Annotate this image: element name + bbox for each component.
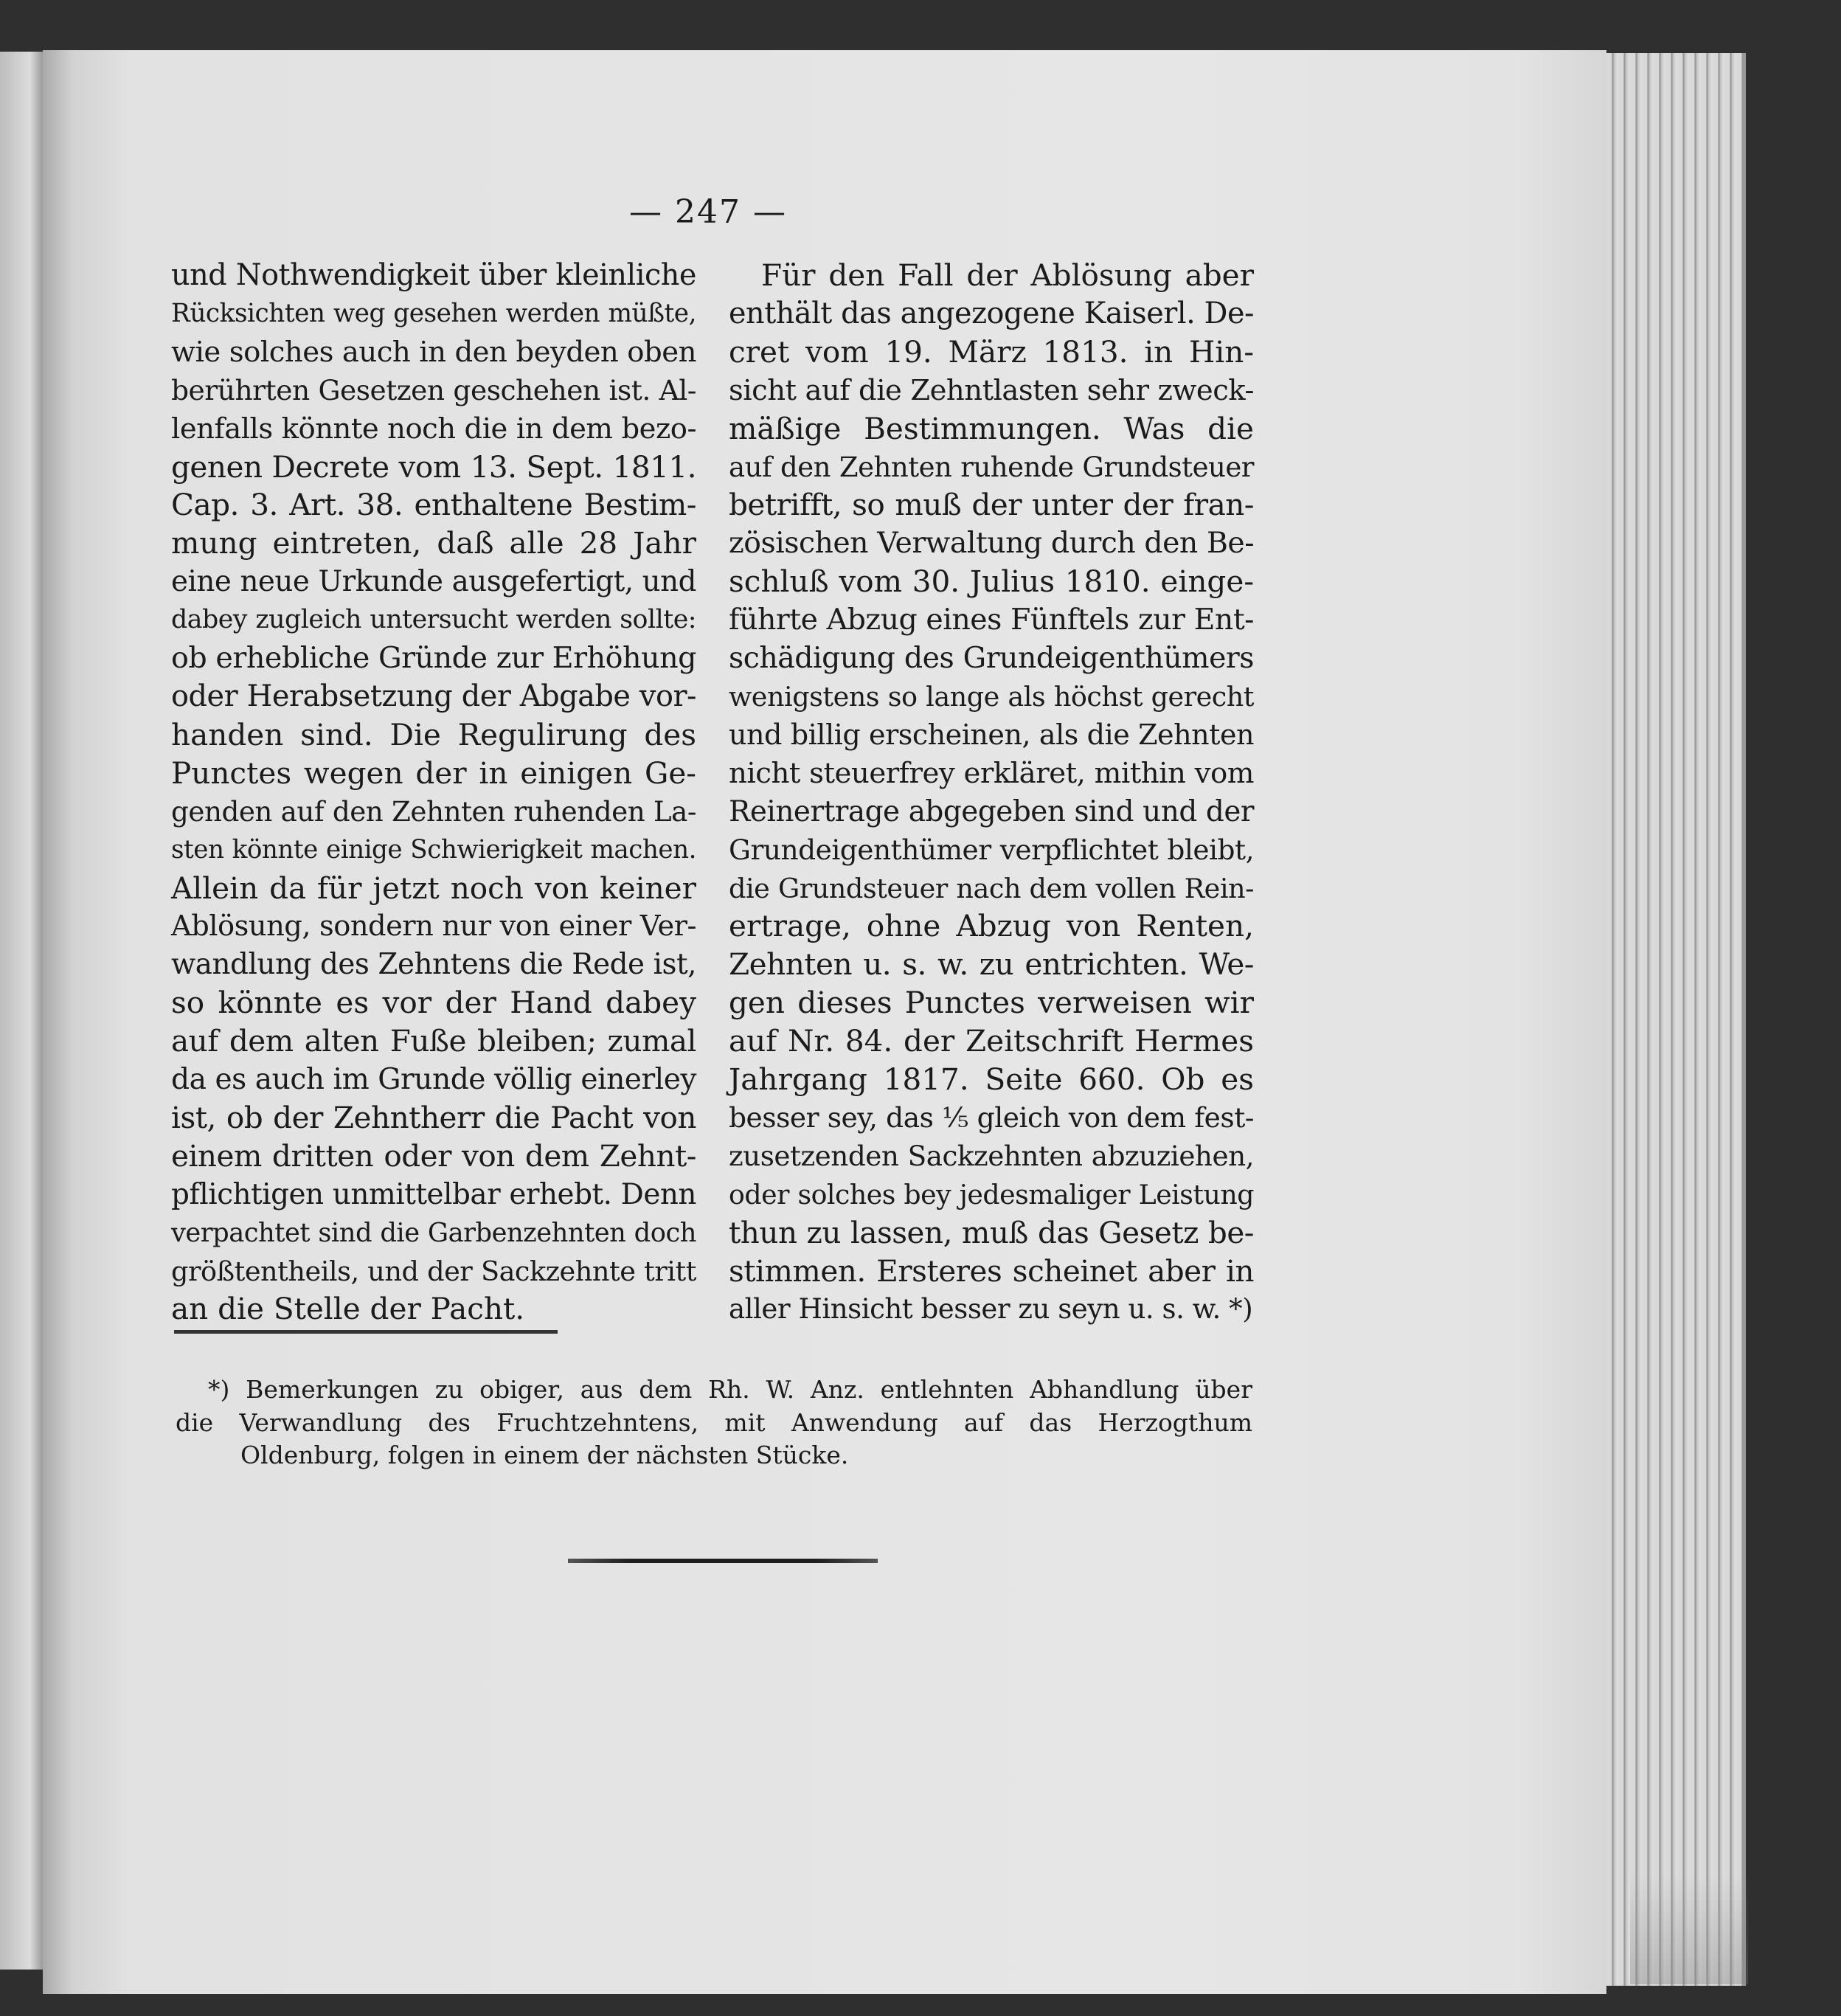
text-line: berührten Gesetzen geschehen ist. Al- xyxy=(171,373,696,406)
text-line: auf den Zehnten ruhende Grundsteuer xyxy=(729,451,1254,483)
text-line: ob erhebliche Gründe zur Erhöhung xyxy=(171,641,696,676)
text-line: nicht steuerfrey erkläret, mithin vom xyxy=(729,756,1254,790)
text-line: lenfalls könnte noch die in dem bezo- xyxy=(171,412,696,446)
text-line: ist, ob der Zehntherr die Pacht von xyxy=(171,1099,696,1135)
text-line: stimmen. Ersteres scheinet aber in xyxy=(729,1253,1254,1289)
text-line: und Nothwendigkeit über kleinliche xyxy=(171,258,696,292)
text-line: die Grundsteuer nach dem vollen Rein- xyxy=(729,872,1254,904)
text-line: betrifft, so muß der unter der fran- xyxy=(729,487,1254,523)
text-line: verpachtet sind die Garbenzehnten doch xyxy=(171,1217,696,1248)
footnote-line: *) Bemerkungen zu obiger, aus dem Rh. W. Anz. entlehnten Abhandlung über xyxy=(208,1375,1252,1404)
text-line: genen Decrete vom 13. Sept. 1811. xyxy=(171,448,696,485)
text-line: Für den Fall der Ablösung aber xyxy=(761,257,1254,293)
text-line: an die Stelle der Pacht. xyxy=(171,1291,525,1327)
right-column xyxy=(729,257,1254,1329)
text-line: schluß vom 30. Julius 1810. einge- xyxy=(729,564,1254,600)
text-line: sicht auf die Zehntlasten sehr zweck- xyxy=(729,373,1254,407)
text-line: so könnte es vor der Hand dabey xyxy=(171,985,696,1021)
end-rule xyxy=(568,1559,878,1563)
text-line: besser sey, das ⅕ gleich von dem fest- xyxy=(729,1101,1254,1134)
footnote-line: die Verwandlung des Fruchtzehntens, mit Anwendung auf das Herzogthum xyxy=(176,1407,1252,1437)
text-line: Cap. 3. Art. 38. enthaltene Bestim- xyxy=(171,487,696,523)
text-line: zösischen Verwaltung durch den Be- xyxy=(729,526,1254,561)
footnote-separator xyxy=(174,1330,558,1334)
text-line: enthält das angezogene Kaiserl. De- xyxy=(729,296,1254,330)
text-line: schädigung des Grundeigenthümers xyxy=(729,641,1254,676)
footnote xyxy=(176,1374,1252,1472)
text-line: Zehnten u. s. w. zu entrichten. We- xyxy=(729,946,1254,983)
text-line: da es auch im Grunde völlig einerley xyxy=(171,1063,696,1097)
text-line: und billig erscheinen, als die Zehnten xyxy=(729,718,1254,751)
text-line: aller Hinsicht besser zu seyn u. s. w. *) xyxy=(729,1293,1253,1326)
text-line: sten könnte einige Schwierigkeit machen. xyxy=(171,834,696,865)
text-line: mung eintreten, daß alle 28 Jahr xyxy=(171,525,696,561)
text-line: Ablösung, sondern nur von einer Ver- xyxy=(171,910,696,943)
text-line: führte Abzug eines Fünftels zur Ent- xyxy=(729,603,1254,637)
text-line: Jahrgang 1817. Seite 660. Ob es xyxy=(729,1061,1254,1098)
text-line: Rücksichten weg gesehen werden müßte, xyxy=(171,298,696,328)
text-line: dabey zugleich untersucht werden sollte: xyxy=(171,605,696,635)
text-line: pflichtigen unmittelbar erhebt. Denn xyxy=(171,1177,696,1211)
text-line: zusetzenden Sackzehnten abzuziehen, xyxy=(729,1139,1254,1172)
text-line: ertrage, ohne Abzug von Renten, xyxy=(729,908,1254,944)
text-line: mäßige Bestimmungen. Was die xyxy=(729,410,1254,446)
text-line: oder Herabsetzung der Abgabe vor- xyxy=(171,679,696,713)
text-line: genden auf den Zehnten ruhenden La- xyxy=(171,794,696,828)
footnote-line: Oldenburg, folgen in einem der nächsten Stücke. xyxy=(240,1441,849,1469)
text-line: einem dritten oder von dem Zehnt- xyxy=(171,1137,696,1174)
text-line: thun zu lassen, muß das Gesetz be- xyxy=(729,1214,1254,1250)
text-line: wandlung des Zehntens die Rede ist, xyxy=(171,948,696,982)
text-line: Punctes wegen der in einigen Ge- xyxy=(171,755,696,791)
text-line: Grundeigenthümer verpflichtet bleibt, xyxy=(729,833,1254,866)
text-line: wenigstens so lange als höchst gerecht xyxy=(729,680,1254,713)
page-number: — 247 — xyxy=(629,193,787,231)
text-line: auf dem alten Fuße bleiben; zumal xyxy=(171,1023,696,1059)
text-line: Allein da für jetzt noch von keiner xyxy=(171,870,696,906)
left-column xyxy=(171,257,696,1329)
text-line: Reinertrage abgegeben sind und der xyxy=(729,794,1254,828)
text-line: wie solches auch in den beyden oben xyxy=(171,335,696,369)
text-line: handen sind. Die Regulirung des xyxy=(171,716,696,752)
text-line: oder solches bey jedesmaliger Leistung xyxy=(729,1178,1254,1210)
text-line: eine neue Urkunde ausgefertigt, und xyxy=(171,565,696,599)
text-line: cret vom 19. März 1813. in Hin- xyxy=(729,333,1254,370)
text-line: gen dieses Punctes verweisen wir xyxy=(729,985,1254,1021)
text-line: auf Nr. 84. der Zeitschrift Hermes xyxy=(729,1023,1254,1059)
text-line: größtentheils, und der Sackzehnte tritt xyxy=(171,1255,696,1287)
